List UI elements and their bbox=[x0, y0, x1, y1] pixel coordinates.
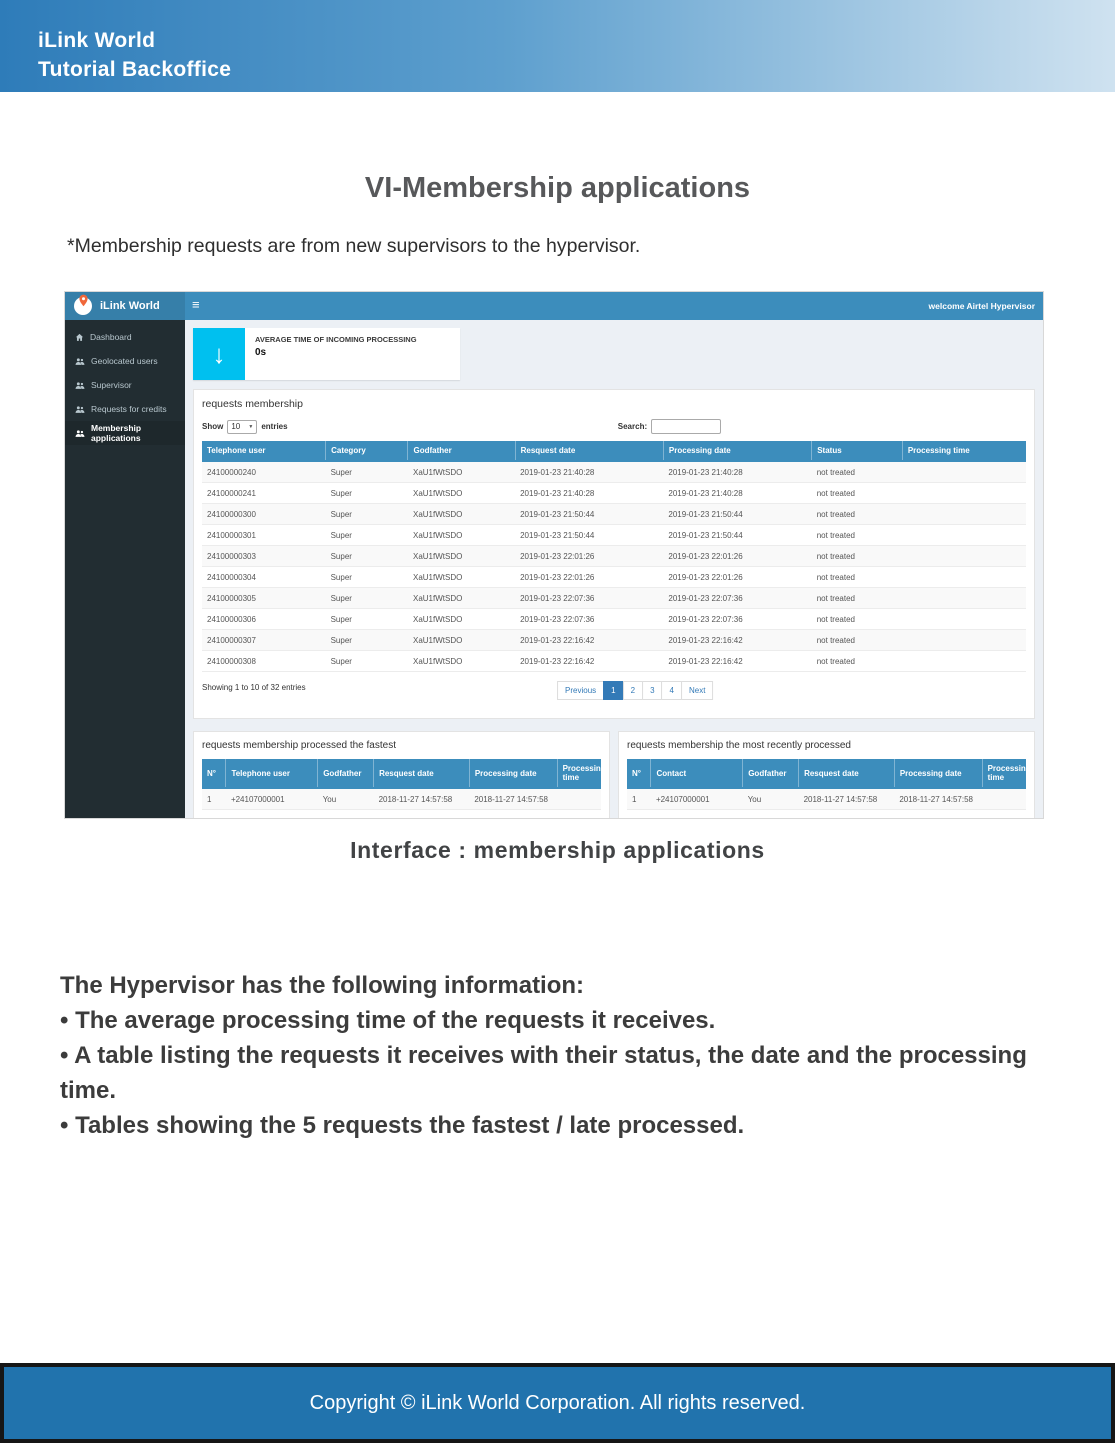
panel-title: requests membership the most recently processed bbox=[627, 740, 851, 751]
show-label: Show bbox=[202, 422, 224, 431]
table-row bbox=[627, 788, 1026, 810]
users-icon bbox=[75, 381, 85, 390]
table-cell: XaU1fWtSDO bbox=[408, 546, 515, 567]
table-row bbox=[202, 630, 1026, 651]
document-footer bbox=[0, 1363, 1115, 1443]
table-cell: Super bbox=[326, 567, 408, 588]
table-cell: 24100000308 bbox=[202, 651, 326, 672]
table-cell: 2019-01-23 22:16:42 bbox=[515, 630, 663, 651]
table-header-row bbox=[627, 759, 1026, 788]
table-cell: not treated bbox=[812, 483, 903, 504]
welcome-user-label[interactable]: welcome Airtel Hypervisor bbox=[928, 301, 1035, 311]
table-cell bbox=[902, 567, 1026, 588]
table-cell: Super bbox=[326, 483, 408, 504]
search-input[interactable] bbox=[651, 419, 721, 434]
table-cell bbox=[902, 461, 1026, 483]
column-header: Godfather bbox=[318, 759, 374, 788]
table-cell bbox=[902, 651, 1026, 672]
table-row bbox=[202, 504, 1026, 525]
navbar-spacer bbox=[208, 292, 929, 320]
app-brand-label: iLink World bbox=[100, 300, 160, 312]
table-cell bbox=[557, 788, 601, 810]
table-cell: Super bbox=[326, 609, 408, 630]
table-cell: 2019-01-23 21:50:44 bbox=[515, 525, 663, 546]
table-cell bbox=[902, 504, 1026, 525]
table-cell: +24107000001 bbox=[651, 788, 743, 810]
table-row bbox=[202, 461, 1026, 483]
column-header: Processing time bbox=[557, 759, 601, 788]
table-cell: 2019-01-23 22:01:26 bbox=[663, 546, 811, 567]
entries-label: entries bbox=[261, 422, 288, 431]
average-time-card bbox=[193, 328, 460, 380]
table-row bbox=[202, 609, 1026, 630]
table-cell: 2018-11-27 14:57:58 bbox=[799, 788, 895, 810]
column-header: Contact bbox=[651, 759, 743, 788]
table-cell: 24100000305 bbox=[202, 588, 326, 609]
table-cell: 2019-01-23 21:50:44 bbox=[663, 525, 811, 546]
app-logo-icon bbox=[74, 297, 92, 315]
table-cell: Super bbox=[326, 630, 408, 651]
pagination-page-2-button[interactable]: 2 bbox=[623, 681, 643, 700]
table-cell: XaU1fWtSDO bbox=[408, 483, 515, 504]
column-header: Resquest date bbox=[515, 441, 663, 461]
table-cell: XaU1fWtSDO bbox=[408, 588, 515, 609]
table-cell: XaU1fWtSDO bbox=[408, 461, 515, 483]
table-cell: not treated bbox=[812, 504, 903, 525]
column-header: Processing date bbox=[663, 441, 811, 461]
table-cell: 1 bbox=[202, 788, 226, 810]
sidebar-item-label: Supervisor bbox=[91, 380, 132, 390]
info-bullet: • Tables showing the 5 requests the fastest / late processed. bbox=[60, 1112, 745, 1139]
column-header: Processing date bbox=[894, 759, 982, 788]
table-cell: +24107000001 bbox=[226, 788, 318, 810]
home-icon bbox=[75, 333, 84, 342]
table-cell: 24100000303 bbox=[202, 546, 326, 567]
sidebar-item-label: Dashboard bbox=[90, 332, 132, 342]
table-cell: Super bbox=[326, 651, 408, 672]
table-row bbox=[202, 483, 1026, 504]
table-row bbox=[202, 588, 1026, 609]
copyright-text: Copyright © iLink World Corporation. All rights reserved. bbox=[309, 1391, 806, 1414]
intro-note: *Membership requests are from new supervisors to the hypervisor. bbox=[67, 235, 641, 257]
table-cell: Super bbox=[326, 525, 408, 546]
table-cell: not treated bbox=[812, 588, 903, 609]
table-cell: not treated bbox=[812, 651, 903, 672]
table-cell: 24100000306 bbox=[202, 609, 326, 630]
table-cell: 1 bbox=[627, 788, 651, 810]
table-cell: XaU1fWtSDO bbox=[408, 525, 515, 546]
sidebar-item-geolocated-users[interactable] bbox=[65, 349, 185, 373]
recently-processed-panel bbox=[618, 731, 1035, 818]
table-cell: 2019-01-23 22:07:36 bbox=[515, 588, 663, 609]
page-title: VI-Membership applications bbox=[364, 172, 751, 204]
table-cell: 2019-01-23 22:16:42 bbox=[515, 651, 663, 672]
table-cell: XaU1fWtSDO bbox=[408, 630, 515, 651]
column-header: N° bbox=[627, 759, 651, 788]
table-cell: 2018-11-27 14:57:58 bbox=[894, 788, 982, 810]
pagination-next-button[interactable]: Next bbox=[681, 681, 713, 700]
info-heading: The Hypervisor has the following information: bbox=[60, 972, 585, 999]
table-cell bbox=[902, 588, 1026, 609]
search-label: Search: bbox=[617, 422, 648, 431]
table-cell: 2018-11-27 14:57:58 bbox=[374, 788, 470, 810]
table-cell: 2019-01-23 22:16:42 bbox=[663, 630, 811, 651]
table-cell: not treated bbox=[812, 609, 903, 630]
entries-select-value: 10 bbox=[231, 422, 241, 431]
document-header-line1: iLink World bbox=[38, 29, 156, 52]
pagination-page-1-button[interactable]: 1 bbox=[603, 681, 623, 700]
column-header: Resquest date bbox=[374, 759, 470, 788]
table-cell bbox=[902, 630, 1026, 651]
requests-membership-table bbox=[202, 441, 1026, 672]
app-navbar bbox=[65, 292, 1043, 320]
table-cell: Super bbox=[326, 461, 408, 483]
table-cell: You bbox=[743, 788, 799, 810]
table-row bbox=[202, 788, 601, 810]
table-cell: XaU1fWtSDO bbox=[408, 651, 515, 672]
sidebar-item-dashboard[interactable] bbox=[65, 325, 185, 349]
table-cell: 2019-01-23 22:07:36 bbox=[515, 609, 663, 630]
table-cell: 24100000240 bbox=[202, 461, 326, 483]
pagination-previous-button[interactable]: Previous bbox=[557, 681, 604, 700]
table-cell: not treated bbox=[812, 461, 903, 483]
sidebar-item-membership-applications[interactable] bbox=[65, 421, 185, 445]
column-header: Status bbox=[812, 441, 903, 461]
column-header: Telephone user bbox=[226, 759, 318, 788]
table-cell: 2019-01-23 22:01:26 bbox=[515, 546, 663, 567]
table-cell: Super bbox=[326, 504, 408, 525]
table-cell: Super bbox=[326, 588, 408, 609]
fastest-processed-table bbox=[202, 759, 606, 810]
column-header: Processing date bbox=[469, 759, 557, 788]
sidebar-item-requests-for-credits[interactable] bbox=[65, 397, 185, 421]
stat-value: 0s bbox=[255, 347, 267, 358]
column-header: N° bbox=[202, 759, 226, 788]
stat-label: AVERAGE TIME OF INCOMING PROCESSING bbox=[255, 335, 417, 344]
app-body bbox=[65, 320, 1043, 818]
table-cell: 2019-01-23 22:16:42 bbox=[663, 651, 811, 672]
table-cell: 24100000307 bbox=[202, 630, 326, 651]
column-header: Resquest date bbox=[799, 759, 895, 788]
column-header: Godfather bbox=[743, 759, 799, 788]
info-block bbox=[60, 968, 1060, 1143]
table-footer bbox=[202, 681, 1026, 705]
table-cell: Super bbox=[326, 546, 408, 567]
column-header: Godfather bbox=[408, 441, 515, 461]
entries-select[interactable] bbox=[227, 420, 257, 434]
panel-title: requests membership processed the fastest bbox=[202, 740, 396, 751]
table-header-row bbox=[202, 441, 1026, 461]
table-cell: XaU1fWtSDO bbox=[408, 609, 515, 630]
table-row bbox=[202, 546, 1026, 567]
users-icon bbox=[75, 405, 85, 414]
table-cell: 24100000300 bbox=[202, 504, 326, 525]
sidebar-item-supervisor[interactable] bbox=[65, 373, 185, 397]
table-controls bbox=[202, 419, 1026, 434]
table-cell: 2019-01-23 21:40:28 bbox=[663, 483, 811, 504]
sidebar-item-label: Requests for credits bbox=[91, 404, 167, 414]
table-cell: 2019-01-23 22:01:26 bbox=[663, 567, 811, 588]
table-cell: not treated bbox=[812, 630, 903, 651]
recently-processed-table bbox=[627, 759, 1031, 810]
table-cell: not treated bbox=[812, 525, 903, 546]
screenshot-membership-applications bbox=[65, 292, 1043, 818]
pagination-page-4-button[interactable]: 4 bbox=[662, 681, 682, 700]
table-cell: XaU1fWtSDO bbox=[408, 504, 515, 525]
sidebar-item-label: Geolocated users bbox=[91, 356, 158, 366]
table-row bbox=[202, 651, 1026, 672]
menu-toggle-icon[interactable]: ≡ bbox=[192, 297, 200, 312]
column-header: Telephone user bbox=[202, 441, 326, 461]
bottom-panels bbox=[193, 731, 1035, 818]
panel-title: requests membership bbox=[202, 398, 303, 410]
app-sidebar bbox=[65, 320, 185, 818]
table-cell: 2018-11-27 14:57:58 bbox=[469, 788, 557, 810]
table-cell bbox=[902, 483, 1026, 504]
pagination bbox=[558, 681, 713, 700]
table-cell: not treated bbox=[812, 546, 903, 567]
table-header-row bbox=[202, 759, 601, 788]
column-header: Category bbox=[326, 441, 408, 461]
sidebar-item-label: Membership applications bbox=[91, 423, 142, 443]
search-control bbox=[618, 419, 721, 434]
table-cell: 2019-01-23 21:50:44 bbox=[663, 504, 811, 525]
table-cell: 24100000301 bbox=[202, 525, 326, 546]
fastest-processed-panel bbox=[193, 731, 610, 818]
info-bullet: • The average processing time of the requests it receives. bbox=[60, 1007, 716, 1034]
column-header: Processing time bbox=[902, 441, 1026, 461]
entries-selector bbox=[202, 420, 288, 434]
users-icon bbox=[75, 357, 85, 366]
table-cell: 2019-01-23 21:40:28 bbox=[515, 483, 663, 504]
app-brand[interactable] bbox=[65, 292, 185, 320]
map-pin-icon bbox=[78, 294, 89, 309]
table-cell: not treated bbox=[812, 567, 903, 588]
table-cell bbox=[982, 788, 1026, 810]
down-arrow-icon: ↓ bbox=[193, 328, 245, 380]
entries-summary: Showing 1 to 10 of 32 entries bbox=[202, 683, 306, 692]
table-cell: 2019-01-23 22:01:26 bbox=[515, 567, 663, 588]
table-cell bbox=[902, 609, 1026, 630]
pagination-page-3-button[interactable]: 3 bbox=[642, 681, 662, 700]
document-header bbox=[0, 0, 1115, 92]
info-bullet: • A table listing the requests it receives with their status, the date and the processing time. bbox=[60, 1042, 1027, 1104]
requests-membership-panel bbox=[193, 389, 1035, 719]
table-cell bbox=[902, 546, 1026, 567]
figure-caption: Interface : membership applications bbox=[350, 837, 765, 863]
table-cell: 2019-01-23 21:40:28 bbox=[663, 461, 811, 483]
column-header: Processing time bbox=[982, 759, 1026, 788]
chevron-down-icon: ▼ bbox=[248, 423, 254, 430]
table-cell: 2019-01-23 21:40:28 bbox=[515, 461, 663, 483]
table-cell: 2019-01-23 22:07:36 bbox=[663, 609, 811, 630]
table-cell: You bbox=[318, 788, 374, 810]
app-content bbox=[185, 320, 1043, 818]
table-cell: 2019-01-23 22:07:36 bbox=[663, 588, 811, 609]
table-cell: XaU1fWtSDO bbox=[408, 567, 515, 588]
table-cell: 24100000304 bbox=[202, 567, 326, 588]
users-icon bbox=[75, 429, 85, 438]
document-header-line2: Tutorial Backoffice bbox=[38, 58, 232, 81]
table-row bbox=[202, 525, 1026, 546]
table-cell bbox=[902, 525, 1026, 546]
table-cell: 24100000241 bbox=[202, 483, 326, 504]
table-row bbox=[202, 567, 1026, 588]
table-cell: 2019-01-23 21:50:44 bbox=[515, 504, 663, 525]
